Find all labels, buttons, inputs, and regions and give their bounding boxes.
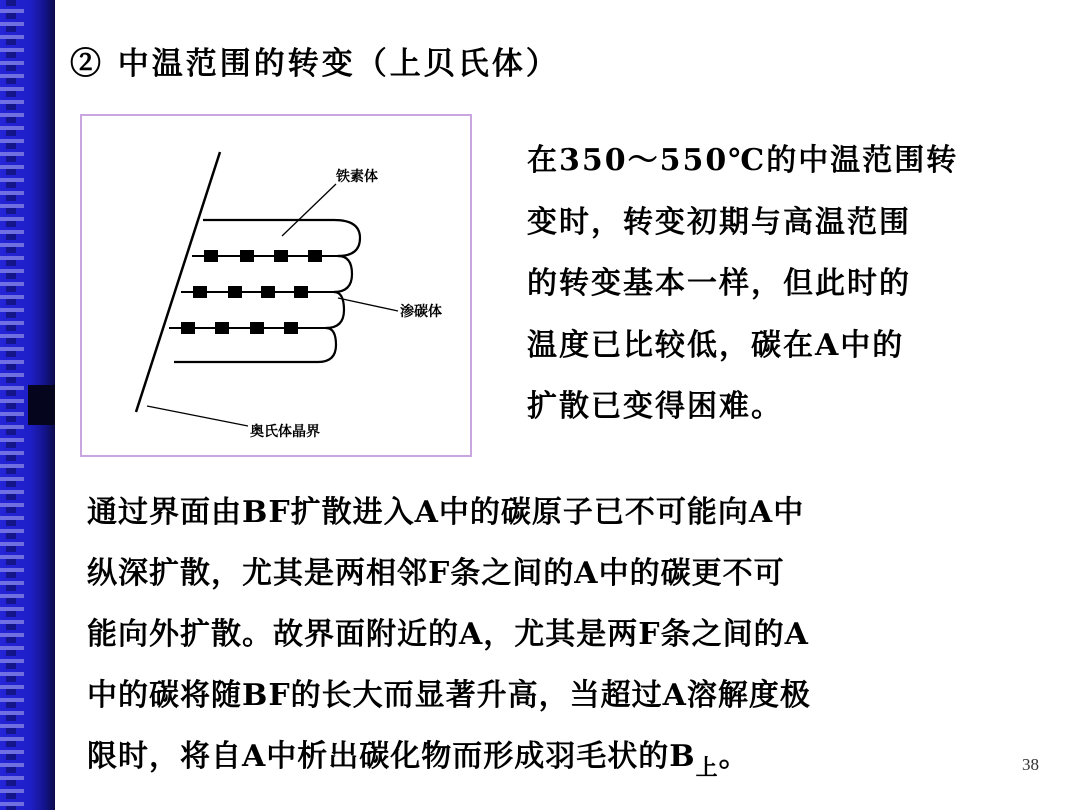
bottom-paragraph-line: 能向外扩散。故界面附近的A，尤其是两F条之间的A [87, 617, 809, 652]
side-decoration-block [28, 385, 55, 425]
ferrite-lath-3 [326, 292, 344, 328]
cementite-leader [338, 298, 398, 311]
page-number: 38 [1022, 755, 1039, 774]
bottom-paragraph-line: 通过界面由BF扩散进入A中的碳原子已不可能向A中 [87, 495, 805, 530]
right-paragraph-line: 温度已比较低，碳在A中的 [527, 327, 905, 363]
boundary-leader [147, 406, 248, 426]
ferrite-leader [282, 184, 336, 236]
bottom-paragraph-line: 中的碳将随BF的长大而显著升高，当超过A溶解度极 [87, 678, 811, 713]
label-cementite: 渗碳体 [400, 304, 442, 320]
bottom-paragraph [87, 482, 1067, 799]
right-paragraph-line: 的转变基本一样，但此时的 [527, 266, 911, 301]
last-line-end: 。 [718, 739, 750, 774]
last-line-main: 限时，将自A中析出碳化物而形成羽毛状的B [87, 739, 696, 774]
right-paragraph-line: 变时，转变初期与高温范围 [527, 204, 911, 240]
bainite-diagram [80, 114, 472, 457]
right-paragraph-line: 在350～550℃的中温范围转 [527, 143, 959, 178]
bainite-diagram-svg [82, 116, 474, 459]
bottom-paragraph-last-line [87, 726, 1067, 799]
ferrite-lath-2 [334, 256, 352, 292]
bottom-paragraph-line: 纵深扩散，尤其是两相邻F条之间的A中的碳更不可 [87, 556, 785, 591]
right-paragraph-line: 扩散已变得困难。 [527, 389, 783, 424]
side-decoration-bar [0, 0, 55, 810]
grain-boundary-line [136, 152, 220, 412]
subscript-upper: 上 [695, 755, 719, 781]
label-grain-boundary: 奥氏体晶界 [250, 424, 320, 440]
slide-title: ② 中温范围的转变（上贝氏体） [70, 46, 560, 82]
right-paragraph [527, 130, 1052, 438]
label-ferrite: 铁素体 [336, 169, 378, 185]
